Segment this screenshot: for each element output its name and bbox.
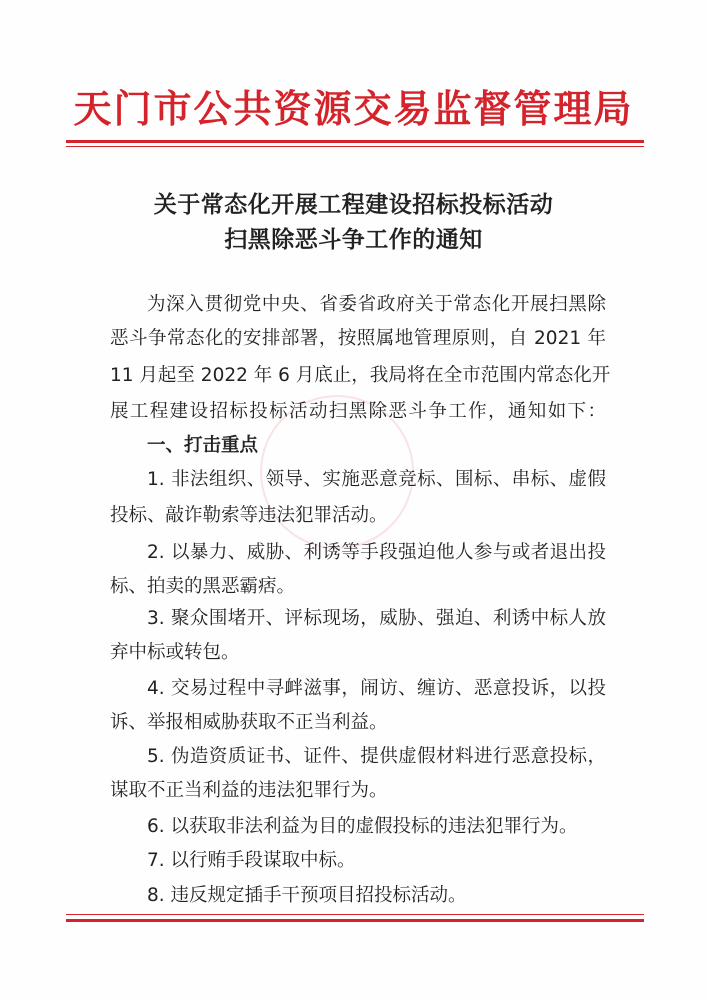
item-line: 2. 以暴力、威胁、利诱等手段强迫他人参与或者退出投	[147, 542, 606, 563]
intro-line: 为深入贯彻党中央、省委省政府关于常态化开展扫黑除	[147, 294, 606, 315]
item-line: 投标、敲诈勒索等违法犯罪活动。	[110, 505, 388, 526]
item-line: 8. 违反规定插手干预项目招投标活动。	[147, 885, 467, 906]
letterhead-organization: 天门市公共资源交易监督管理局	[73, 86, 634, 131]
letterhead-rule-thin	[66, 146, 644, 147]
notice-title-line1: 关于常态化开展工程建设招标投标活动	[153, 191, 554, 218]
item-line: 标、拍卖的黑恶霸痞。	[110, 576, 296, 597]
item-line: 5. 伪造资质证书、证件、提供虚假材料进行恶意投标，	[147, 746, 606, 767]
item-line: 诉、举报相威胁获取不正当利益。	[110, 712, 388, 733]
item-line: 1. 非法组织、领导、实施恶意竞标、围标、串标、虚假	[147, 469, 606, 490]
letterhead-rule-thick	[66, 140, 644, 143]
item-line: 3. 聚众围堵开、评标现场，威胁、强迫、利诱中标人放	[147, 608, 606, 629]
intro-line: 展工程建设招标投标活动扫黑除恶斗争工作，通知如下：	[110, 401, 606, 422]
item-line: 6. 以获取非法利益为目的虚假投标的违法犯罪行为。	[147, 816, 578, 837]
footer-rule-thick	[66, 919, 644, 922]
item-line: 4. 交易过程中寻衅滋事，闹访、缠访、恶意投诉，以投	[147, 678, 606, 699]
intro-line: 恶斗争常态化的安排部署，按照属地管理原则，自 2021 年	[110, 328, 606, 349]
item-line: 7. 以行贿手段谋取中标。	[147, 850, 356, 871]
item-line: 弃中标或转包。	[110, 642, 240, 663]
footer-rule-thin	[66, 914, 644, 915]
notice-title-line2: 扫黑除恶斗争工作的通知	[224, 226, 483, 253]
intro-line: 11 月起至 2022 年 6 月底止，我局将在全市范围内常态化开	[110, 365, 611, 386]
item-line: 谋取不正当利益的违法犯罪行为。	[110, 780, 388, 801]
section-heading: 一、打击重点	[147, 435, 259, 456]
